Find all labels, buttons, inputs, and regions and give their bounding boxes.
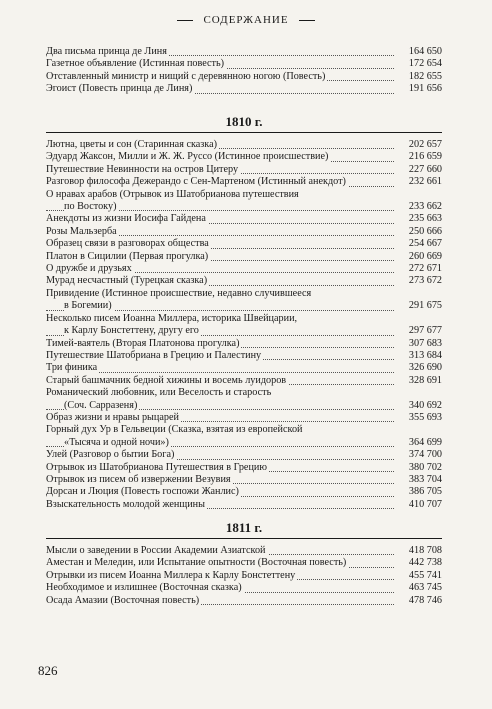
toc-entry — [46, 462, 442, 474]
toc-entry — [46, 164, 442, 176]
toc-entry-title: Отставленный министр и нищий с деревянною ногою (Повесть) — [46, 70, 326, 82]
toc-entry-pages: 374 700 — [408, 449, 442, 461]
toc-entry-title: Эдуард Жаксон, Милли и Ж. Ж. Руссо (Истинное происшествие) — [46, 151, 329, 163]
toc-entry-title-cont: к Карлу Бонстеттену, другу его — [64, 325, 199, 337]
toc-entry — [46, 570, 442, 582]
toc-entry-pages: 260 669 — [408, 250, 442, 262]
section-rule — [46, 132, 442, 133]
toc-entry-title-cont: (Соч. Сарразеня) — [64, 399, 138, 411]
toc-entry-pages: 232 661 — [408, 176, 442, 188]
toc-entry-pages: 326 690 — [408, 362, 442, 374]
toc-entry-title: Мурад несчастный (Турецкая сказка) — [46, 275, 208, 287]
toc-entry-title: Мысли о заведении в России Академии Азиатской — [46, 545, 266, 556]
toc-entry-line — [46, 387, 442, 399]
toc-entry — [46, 582, 442, 594]
header-dash-left — [177, 20, 193, 21]
toc-entry — [46, 275, 442, 287]
toc-entry-pages: 340 692 — [408, 399, 442, 411]
toc-entry-pages: 297 677 — [408, 325, 442, 337]
toc-entry — [46, 474, 442, 486]
toc-entry-title: Лютна, цветы и сон (Старинная сказка) — [46, 139, 218, 150]
toc-entry-title: Взыскательность молодой женщины — [46, 498, 205, 510]
toc-entry-pages: 191 656 — [408, 83, 442, 95]
toc-entry — [46, 151, 442, 163]
toc-entry — [46, 545, 442, 557]
toc-entry-line — [46, 424, 442, 436]
toc-entry — [46, 400, 442, 412]
toc-entry-title: Путешествие Невинности на остров Цитеру — [46, 163, 239, 175]
toc-entry-title: Образец связи в разговорах общества — [46, 238, 209, 250]
toc-entry-title: Разговор философа Дежерандо с Сен-Мартеном (Истинный анекдот) — [46, 176, 346, 188]
toc-entry-pages: 216 659 — [408, 151, 442, 163]
toc-entry-pages: 410 707 — [408, 498, 442, 510]
toc-entry-pages: 307 683 — [408, 337, 442, 349]
page-number: 826 — [38, 663, 58, 678]
year-heading-1810: 1810 г. — [225, 114, 263, 129]
toc-entry — [46, 213, 442, 225]
toc-entry-pages: 164 650 — [408, 46, 442, 57]
toc-entry-title: Горный дух Ур в Гельвеции (Сказка, взятая из европейской — [46, 424, 303, 436]
toc-entry-pages: 455 741 — [408, 569, 442, 581]
toc-entry-title: Романический любовник, или Веселость и старость — [46, 387, 272, 399]
toc-entry — [46, 499, 442, 511]
toc-entry-pages: 273 672 — [408, 275, 442, 287]
toc-entry-title: Анекдоты из жизни Иосифа Гайдена — [46, 213, 206, 225]
toc-entry-title: О нравах арабов (Отрывок из Шатобрианова путешествия — [46, 188, 299, 200]
toc-entry-pages: 386 705 — [408, 486, 442, 498]
toc-entry-title: О дружбе и друзьях — [46, 263, 132, 275]
section-1811 — [46, 518, 442, 607]
toc-entry — [46, 449, 442, 461]
toc-entry-line — [46, 313, 442, 325]
toc-entry — [46, 412, 442, 424]
toc-entry-pages: 313 684 — [408, 349, 442, 361]
toc-entry-line — [46, 288, 442, 300]
toc-entry-title: Несколько писем Иоанна Миллера, историка Швейцарии, — [46, 312, 298, 324]
toc-entry — [46, 226, 442, 238]
toc-entry-title: Розы Мальзерба — [46, 225, 117, 237]
toc-entry — [46, 486, 442, 498]
year-heading-1811: 1811 г. — [225, 520, 263, 535]
toc-entry — [46, 263, 442, 275]
toc-entry-pages: 250 666 — [408, 225, 442, 237]
section-intro — [46, 46, 442, 96]
toc-entry — [46, 139, 442, 151]
toc-entry — [46, 238, 442, 250]
toc-entry-title: Образ жизни и нравы рыцарей — [46, 411, 179, 423]
toc-entry-title: Отрывок из писем об извержении Везувия — [46, 473, 231, 485]
toc-entry — [46, 176, 442, 188]
toc-entry-pages: 172 654 — [408, 58, 442, 70]
toc-entry — [46, 557, 442, 569]
toc-entry — [46, 83, 442, 95]
toc-entry-pages: 272 671 — [408, 263, 442, 275]
toc-entry-pages: 254 667 — [408, 238, 442, 250]
toc-entry-title: Привидение (Истинное происшествие, недавно случившееся — [46, 287, 312, 299]
toc-entry-title: Два письма принца де Линя — [46, 46, 167, 57]
toc-entry-pages: 328 691 — [408, 374, 442, 386]
toc-entry — [46, 300, 442, 312]
toc-entry — [46, 46, 442, 58]
toc-entry-pages: 182 655 — [408, 70, 442, 82]
toc-entry — [46, 595, 442, 607]
toc-entry-pages: 355 693 — [408, 411, 442, 423]
header-dash-right — [299, 20, 315, 21]
running-header — [0, 14, 492, 26]
toc-entry-title-cont: в Богемии) — [64, 300, 112, 312]
toc-entry-pages: 418 708 — [408, 545, 442, 556]
toc-entry-title: Дорсан и Люция (Повесть госпожи Жанлис) — [46, 486, 239, 498]
toc-entry — [46, 58, 442, 70]
toc-entry-title: Путешествие Шатобриана в Грецию и Палестину — [46, 349, 262, 361]
toc-entry — [46, 338, 442, 350]
toc-entry-title: Аместан и Меледин, или Испытание опытности (Восточная повесть) — [46, 557, 347, 569]
entries-1810 — [46, 139, 442, 511]
toc-entry-pages: 235 663 — [408, 213, 442, 225]
toc-entry-title: Отрывок из Шатобрианова Путешествия в Грецию — [46, 461, 267, 473]
toc-entry — [46, 437, 442, 449]
toc-entry-title: Тимей-ваятель (Вторая Платонова прогулка) — [46, 337, 240, 349]
toc-entry-title: Необходимое и излишнее (Восточная сказка) — [46, 582, 242, 594]
toc-entry-title: Платон в Сицилии (Первая прогулка) — [46, 250, 209, 262]
toc-entry-line — [46, 189, 442, 201]
toc-entry-title-cont: «Тысяча и одной ночи») — [64, 436, 169, 448]
toc-entry-pages: 383 704 — [408, 473, 442, 485]
toc-entry — [46, 350, 442, 362]
toc-entry-pages: 478 746 — [408, 594, 442, 606]
toc-entry-pages: 233 662 — [408, 201, 442, 213]
toc-entry-pages: 380 702 — [408, 461, 442, 473]
toc-entry — [46, 201, 442, 213]
toc-entry-pages: 227 660 — [408, 163, 442, 175]
toc-entry-title: Газетное объявление (Истинная повесть) — [46, 58, 225, 70]
toc-entry — [46, 251, 442, 263]
toc-entry-title: Отрывки из писем Иоанна Миллера к Карлу Бонстеттену — [46, 569, 296, 581]
toc-entry — [46, 325, 442, 337]
section-1810 — [46, 112, 442, 511]
toc-entry-title: Три финика — [46, 362, 98, 374]
toc-entry-pages: 291 675 — [408, 300, 442, 312]
toc-entry-title: Улей (Разговор о бытии Бога) — [46, 449, 175, 461]
section-rule — [46, 538, 442, 539]
toc-entry-pages: 442 738 — [408, 557, 442, 569]
header-title: СОДЕРЖАНИЕ — [203, 14, 289, 26]
toc-entry-title: Осада Амазии (Восточная повесть) — [46, 594, 200, 606]
toc-entry-pages: 463 745 — [408, 582, 442, 594]
toc-entry — [46, 375, 442, 387]
entries-1811 — [46, 545, 442, 607]
toc-entry-title: Старый башмачник бедной хижины и восемь луидоров — [46, 374, 287, 386]
toc-entry-title-cont: по Востоку) — [64, 201, 117, 213]
toc-entry-title: Эгоист (Повесть принца де Линя) — [46, 83, 193, 95]
entries-intro — [46, 46, 442, 96]
toc-entry — [46, 71, 442, 83]
toc-entry-pages: 364 699 — [408, 436, 442, 448]
toc-entry-pages: 202 657 — [408, 139, 442, 150]
toc-entry — [46, 362, 442, 374]
